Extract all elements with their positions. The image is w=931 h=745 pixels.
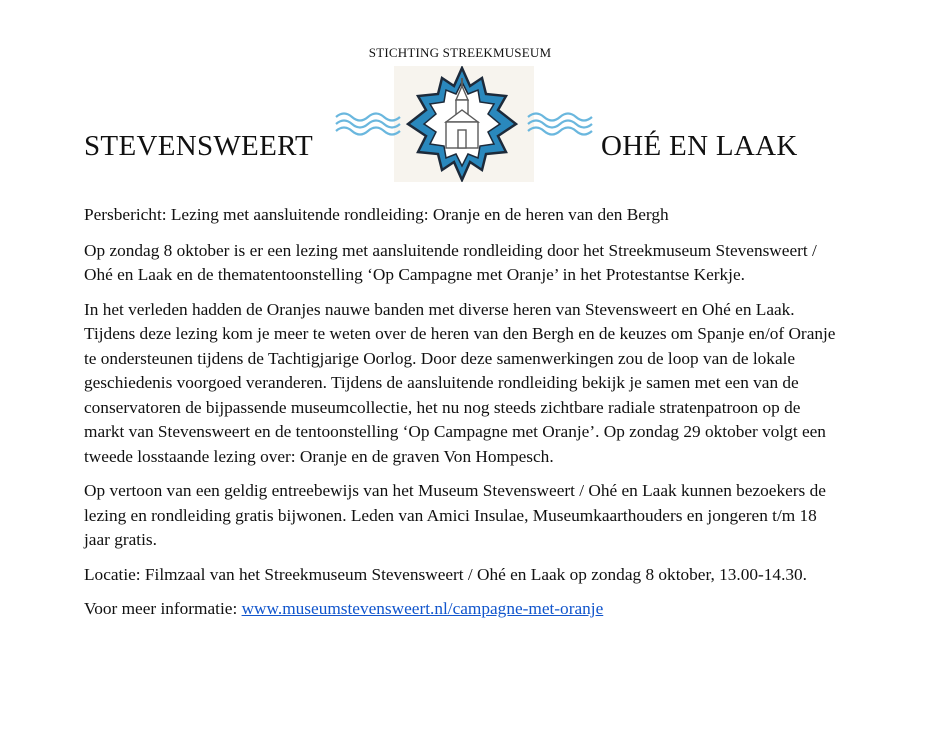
letterhead xyxy=(0,0,931,190)
more-info-line xyxy=(84,597,844,622)
town-name-right: OHÉ EN LAAK xyxy=(601,130,798,162)
more-info-label: Voor meer informatie: xyxy=(84,599,242,618)
wave-left-icon xyxy=(336,114,400,135)
town-name-left: STEVENSWEERT xyxy=(84,130,314,162)
paragraph-intro: Op zondag 8 oktober is er een lezing met aansluitende rondleiding door het Streekmuseum Stevensweert / Ohé en Laak en de thematentoonstelling ‘Op Campagne met Oranje’ in het Protestantse Kerkje. xyxy=(84,240,817,284)
organization-name: STICHTING STREEKMUSEUM xyxy=(368,45,552,60)
press-release-title: Persbericht: Lezing met aansluitende rondleiding: Oranje en de heren van den Bergh xyxy=(84,205,669,224)
paragraph-history: In het verleden hadden de Oranjes nauwe banden met diverse heren van Stevensweert en Ohé en Laak. Tijdens deze lezing kom je meer te weten over de heren van den Bergh en de keuzes om Spanje en/of Oranje te ondersteunen tijdens de Tachtigjarige Oorlog. Door deze samenwerkingen zou de loop van de lokale geschiedenis voorgoed veranderen. Tijdens de aansluitende rondleiding bekijk je samen met een van de conservatoren de bijpassende museumcollectie, het nu nog steeds zichtbare radiale stratenpatroon op de markt van Stevensweert en de tentoonstelling ‘Op Campagne met Oranje’. Op zondag 29 oktober volgt een tweede losstaande lezing over: Oranje en de graven Von Hompesch. xyxy=(84,299,836,466)
paragraph-location: Locatie: Filmzaal van het Streekmuseum Stevensweert / Ohé en Laak op zondag 8 oktober, 13.00-14.30. xyxy=(84,564,807,584)
more-info-link[interactable]: www.museumstevensweert.nl/campagne-met-oranje xyxy=(241,599,604,618)
article-body xyxy=(84,203,844,632)
paragraph-admission: Op vertoon van een geldig entreebewijs van het Museum Stevensweert / Ohé en Laak kunnen bezoekers de lezing en rondleiding gratis bijwonen. Leden van Amici Insulae, Museumkaarthouders en jongeren t/m 18 jaar gratis. xyxy=(84,481,826,549)
wave-right-icon xyxy=(528,114,592,135)
museum-logo-icon xyxy=(334,66,594,182)
